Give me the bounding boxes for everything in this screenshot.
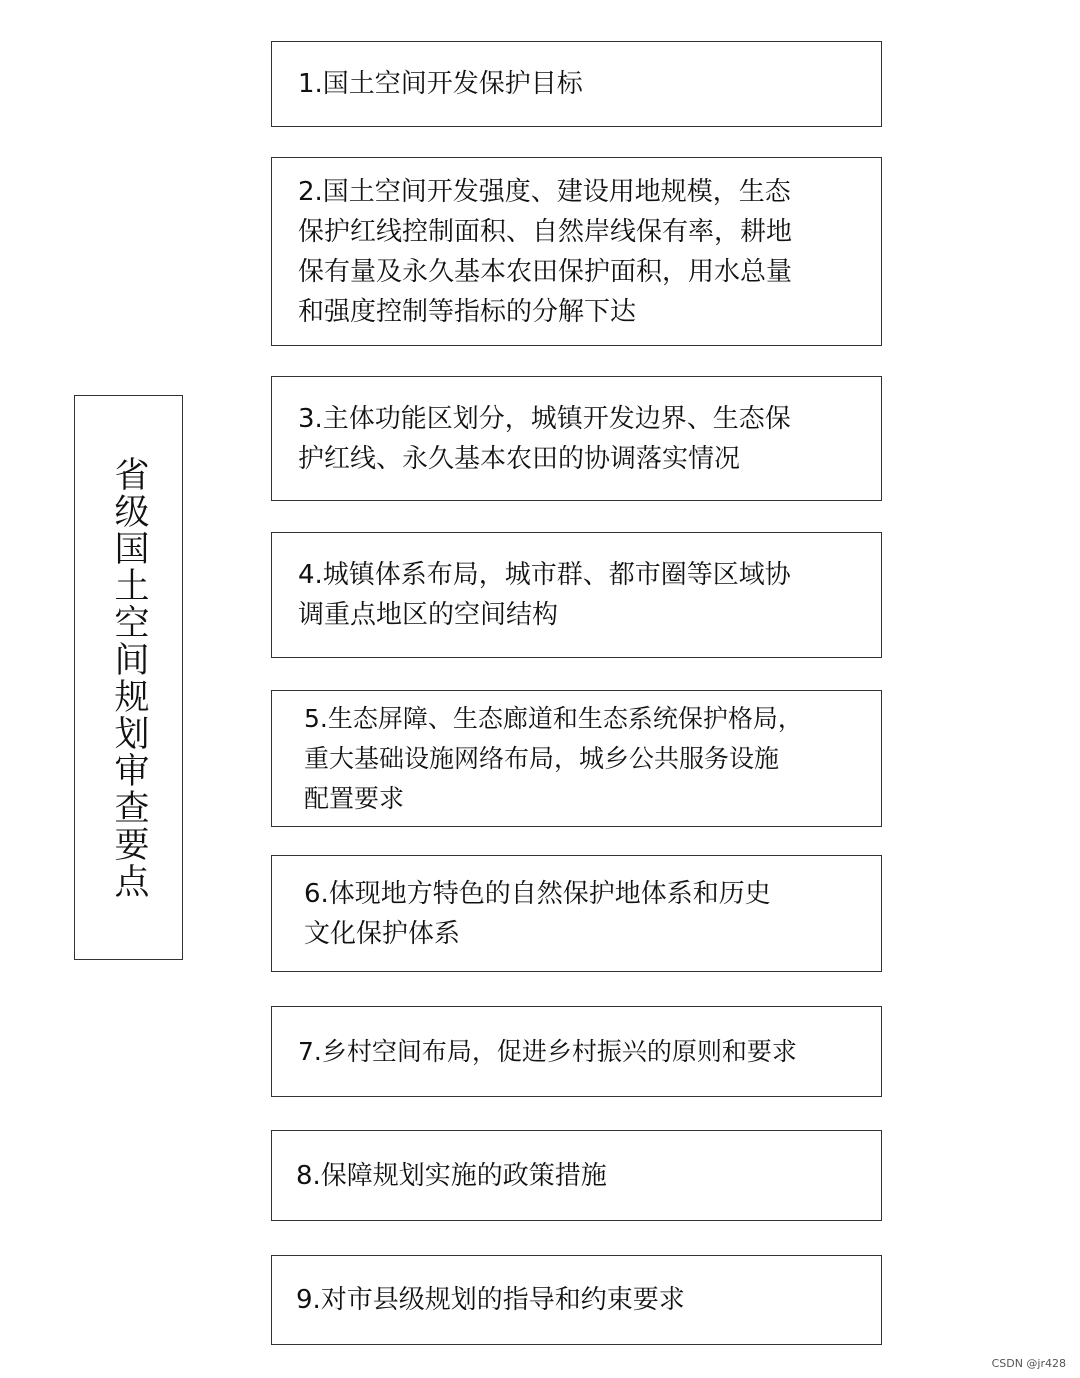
main-topic-box: [74, 395, 183, 960]
review-item-3: [271, 376, 882, 501]
review-item-1: [271, 41, 882, 127]
review-item-text: 4.城镇体系布局，城市群、都市圈等区域协 调重点地区的空间结构: [298, 560, 791, 630]
review-item-8: [271, 1130, 882, 1221]
watermark: CSDN @jr428: [991, 1357, 1066, 1370]
review-item-text: 2.国土空间开发强度、建设用地规模，生态 保护红线控制面积、自然岸线保有率，耕地 保有量及永久基本农田保护面积，用水总量 和强度控制等指标的分解下达: [298, 176, 793, 327]
review-item-6: [271, 855, 882, 972]
review-item-text: 6.体现地方特色的自然保护地体系和历史 文化保护体系: [304, 878, 771, 949]
review-item-text: 8.保障规划实施的政策措施: [296, 1160, 607, 1191]
review-item-7: [271, 1006, 882, 1097]
review-item-5: [271, 690, 882, 827]
main-topic-title: 省级国土空间规划审查要点: [109, 455, 149, 900]
review-item-text: 7.乡村空间布局，促进乡村振兴的原则和要求: [298, 1036, 797, 1066]
review-item-text: 1.国土空间开发保护目标: [298, 69, 583, 99]
review-item-text: 3.主体功能区划分，城镇开发边界、生态保 护红线、永久基本农田的协调落实情况: [298, 403, 791, 474]
review-item-9: [271, 1255, 882, 1345]
review-item-text: 5.生态屏障、生态廊道和生态系统保护格局， 重大基础设施网络布局，城乡公共服务设施 配置要求: [304, 703, 803, 813]
review-item-text: 9.对市县级规划的指导和约束要求: [296, 1285, 685, 1315]
review-item-2: [271, 157, 882, 346]
review-item-4: [271, 532, 882, 658]
